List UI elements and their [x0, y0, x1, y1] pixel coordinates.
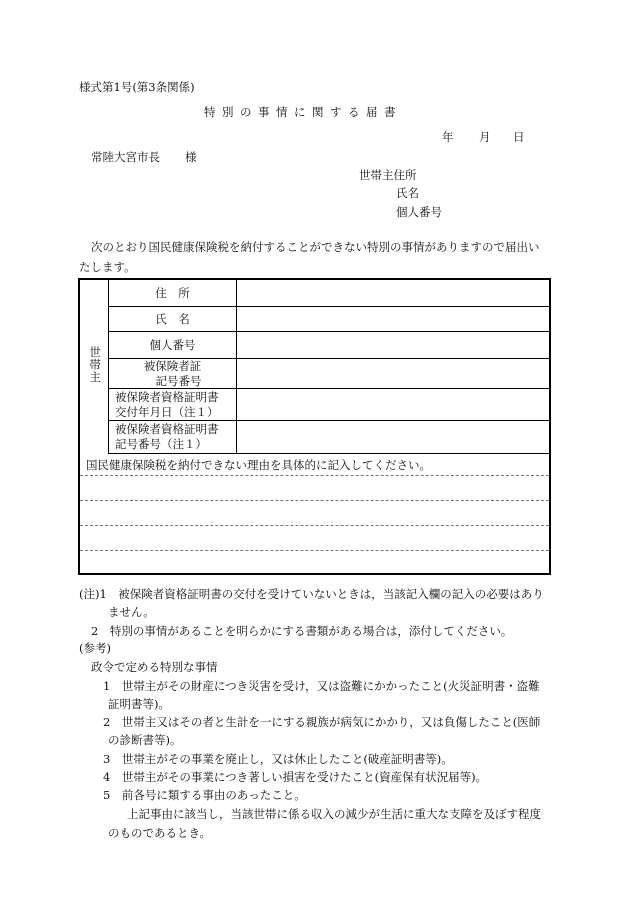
special-circumstances-heading: 政令で定める特別な事情 [91, 660, 218, 674]
table-row-insurance-card [109, 359, 549, 389]
address-label: 住 所 [109, 280, 237, 306]
circumstance-1-line-1: 1 世帯主がその財産につき災害を受け，又は盗難にかかったこと(火災証明書・盗難 [103, 679, 540, 693]
certificate-number-label: 被保険者資格証明書 記号番号（注１） [109, 421, 237, 453]
insurance-card-number-label: 被保険者証 記号番号 [109, 359, 237, 388]
household-head-column [80, 280, 109, 454]
note-1-line-2: ません。 [108, 605, 155, 619]
circumstance-2-line-1: 2 世帯主又はその者と生計を一にする親族が病気にかかり，又は負傷したこと(医師 [103, 715, 541, 729]
circumstance-3: 3 世帯主がその事業を廃止し，又は休止したこと(破産証明書等)。 [103, 752, 453, 766]
intro-line-1: 次のとおり国民健康保険税を納付することができない特別の事情がありますので届出い [91, 240, 540, 254]
applicant-name-label: 氏名 [396, 186, 419, 200]
personal-number-field[interactable] [237, 332, 549, 358]
form-number: 様式第1号(第3条関係) [79, 80, 195, 94]
name-field[interactable] [237, 307, 549, 331]
addressee: 常陸大宮市長 [91, 150, 160, 164]
household-head-label: 世帯主 [88, 346, 103, 384]
address-field[interactable] [237, 280, 549, 306]
reason-line-4[interactable] [80, 550, 549, 551]
table-row-address [109, 280, 549, 307]
circumstance-5: 5 前各号に類する事由のあったこと。 [103, 788, 306, 802]
household-head-table [78, 278, 551, 575]
circumstance-2-line-2: の診断書等)。 [108, 733, 182, 747]
certificate-issue-date-field[interactable] [237, 389, 549, 420]
insurance-card-number-field[interactable] [237, 359, 549, 388]
table-row-certificate-date [109, 389, 549, 421]
reason-line-3[interactable] [80, 525, 549, 526]
closing-line-2: のものであるとき。 [108, 826, 212, 840]
intro-line-2: たします。 [79, 260, 136, 274]
name-label: 氏 名 [109, 307, 237, 331]
table-row-certificate-number [109, 421, 549, 454]
reference-heading: (参考) [79, 641, 111, 655]
document-title: 特別の事情に関する届書 [204, 105, 402, 119]
circumstance-4: 4 世帯主がその事業につき著しい損害を受けたこと(資産保有状況届等)。 [103, 770, 488, 784]
applicant-address-label: 世帯主住所 [359, 168, 417, 182]
date-day-label: 日 [513, 130, 525, 144]
reason-line-1[interactable] [80, 475, 549, 476]
personal-number-label: 個人番号 [109, 332, 237, 358]
reason-line-2[interactable] [80, 500, 549, 501]
applicant-number-label: 個人番号 [396, 205, 442, 219]
table-row-name [109, 307, 549, 332]
certificate-number-field[interactable] [237, 421, 549, 453]
circumstance-1-line-2: 証明書等)。 [108, 697, 170, 711]
closing-line-1: 上記事由に該当し，当該世帯に係る収入の減少が生活に重大な支障を及ぼす程度 [127, 807, 541, 821]
addressee-honorific: 様 [185, 150, 197, 164]
certificate-issue-date-label: 被保険者資格証明書 交付年月日（注１） [109, 389, 237, 420]
date-year-label: 年 [442, 130, 454, 144]
table-row-personal-number [109, 332, 549, 359]
note-2: 2 特別の事情があることを明らかにする書類がある場合は，添付してください。 [91, 624, 513, 638]
date-month-label: 月 [479, 130, 491, 144]
note-1-line-1: (注)1 被保険者資格証明書の交付を受けていないときは，当該記入欄の記入の必要はあり [79, 587, 544, 601]
reason-heading: 国民健康保険税を納付できない理由を具体的に記入してください。 [86, 458, 431, 472]
